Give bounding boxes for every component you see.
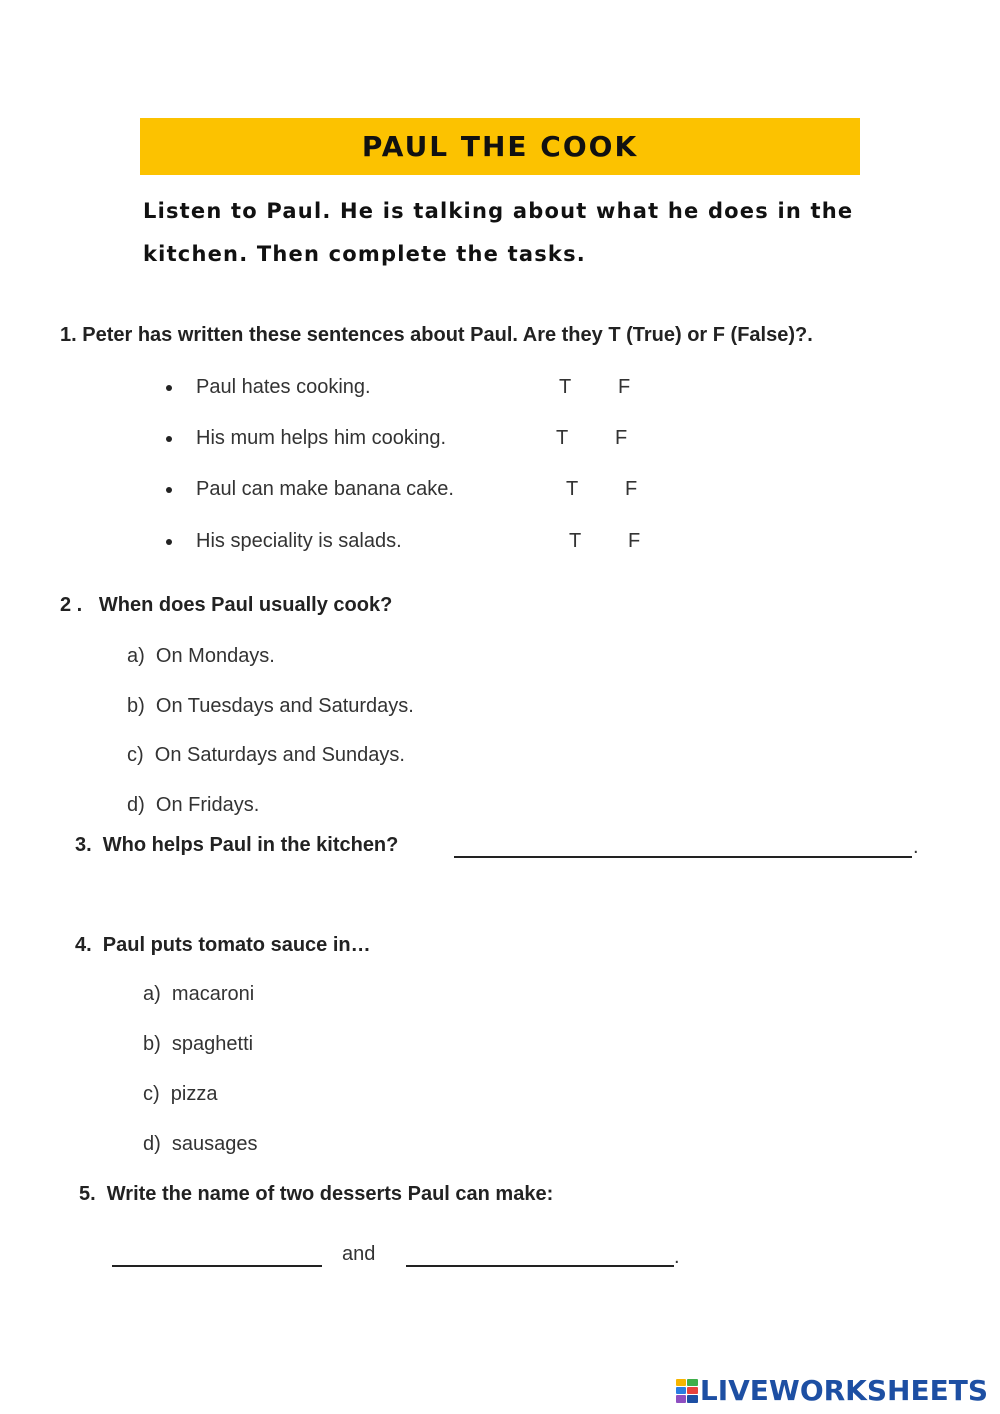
option-text: pizza	[170, 1083, 218, 1105]
option-text: On Mondays.	[155, 645, 275, 667]
bullet	[166, 436, 172, 442]
option-text: On Fridays.	[155, 794, 260, 816]
option-letter: b)	[127, 695, 145, 717]
bullet	[166, 385, 172, 391]
answer-line-q3[interactable]	[454, 856, 912, 858]
title-bar	[140, 118, 860, 175]
option-letter: b)	[143, 1033, 161, 1055]
q2-option-b[interactable]	[127, 695, 414, 718]
false-option-4[interactable]: F	[628, 530, 641, 552]
question-1-prompt: 1. Peter has written these sentences about Paul. Are they T (True) or F (False)?.	[60, 324, 813, 346]
question-2-prompt: 2 . When does Paul usually cook?	[60, 594, 393, 616]
q4-option-c[interactable]	[143, 1083, 218, 1106]
statement-3: Paul can make banana cake.	[196, 478, 454, 500]
option-text: On Tuesdays and Saturdays.	[155, 695, 414, 717]
option-letter: d)	[127, 794, 145, 816]
q2-option-d[interactable]	[127, 794, 259, 817]
option-letter: a)	[143, 983, 161, 1005]
question-5-prompt: 5. Write the name of two desserts Paul can make:	[79, 1183, 554, 1205]
intro-text: Listen to Paul. He is talking about what he does in the kitchen. Then complete the tasks.	[143, 199, 854, 266]
true-option-3[interactable]: T	[566, 478, 579, 500]
q5-period: .	[674, 1246, 680, 1268]
bullet	[166, 487, 172, 493]
logo-text: LIVEWORKSHEETS	[699, 1374, 988, 1407]
q4-option-a[interactable]	[143, 983, 254, 1006]
liveworksheets-logo	[676, 1374, 988, 1407]
option-letter: c)	[143, 1083, 160, 1105]
option-letter: c)	[127, 744, 144, 766]
question-3-prompt: 3. Who helps Paul in the kitchen?	[75, 834, 399, 856]
option-text: macaroni	[171, 983, 255, 1005]
option-letter: d)	[143, 1133, 161, 1155]
q4-option-d[interactable]	[143, 1133, 258, 1156]
true-option-1[interactable]: T	[559, 376, 572, 398]
false-option-2[interactable]: F	[615, 427, 628, 449]
q4-option-b[interactable]	[143, 1033, 253, 1056]
answer-line-q5-second[interactable]	[406, 1265, 674, 1267]
true-option-4[interactable]: T	[569, 530, 582, 552]
q2-option-c[interactable]	[127, 744, 405, 767]
false-option-3[interactable]: F	[625, 478, 638, 500]
q3-period: .	[913, 836, 919, 858]
option-letter: a)	[127, 645, 145, 667]
question-4-prompt: 4. Paul puts tomato sauce in…	[75, 934, 371, 956]
true-option-2[interactable]: T	[556, 427, 569, 449]
false-option-1[interactable]: F	[618, 376, 631, 398]
bullet	[166, 539, 172, 545]
q5-and: and	[342, 1243, 376, 1265]
option-text: spaghetti	[171, 1033, 254, 1055]
worksheet-title: PAUL THE COOK	[361, 130, 639, 163]
statement-1: Paul hates cooking.	[196, 376, 371, 398]
statement-4: His speciality is salads.	[196, 530, 402, 552]
answer-line-q5-first[interactable]	[112, 1265, 322, 1267]
statement-2: His mum helps him cooking.	[196, 427, 447, 449]
logo-mark-icon	[676, 1379, 698, 1403]
option-text: On Saturdays and Sundays.	[154, 744, 405, 766]
q2-option-a[interactable]	[127, 645, 275, 668]
option-text: sausages	[171, 1133, 258, 1155]
